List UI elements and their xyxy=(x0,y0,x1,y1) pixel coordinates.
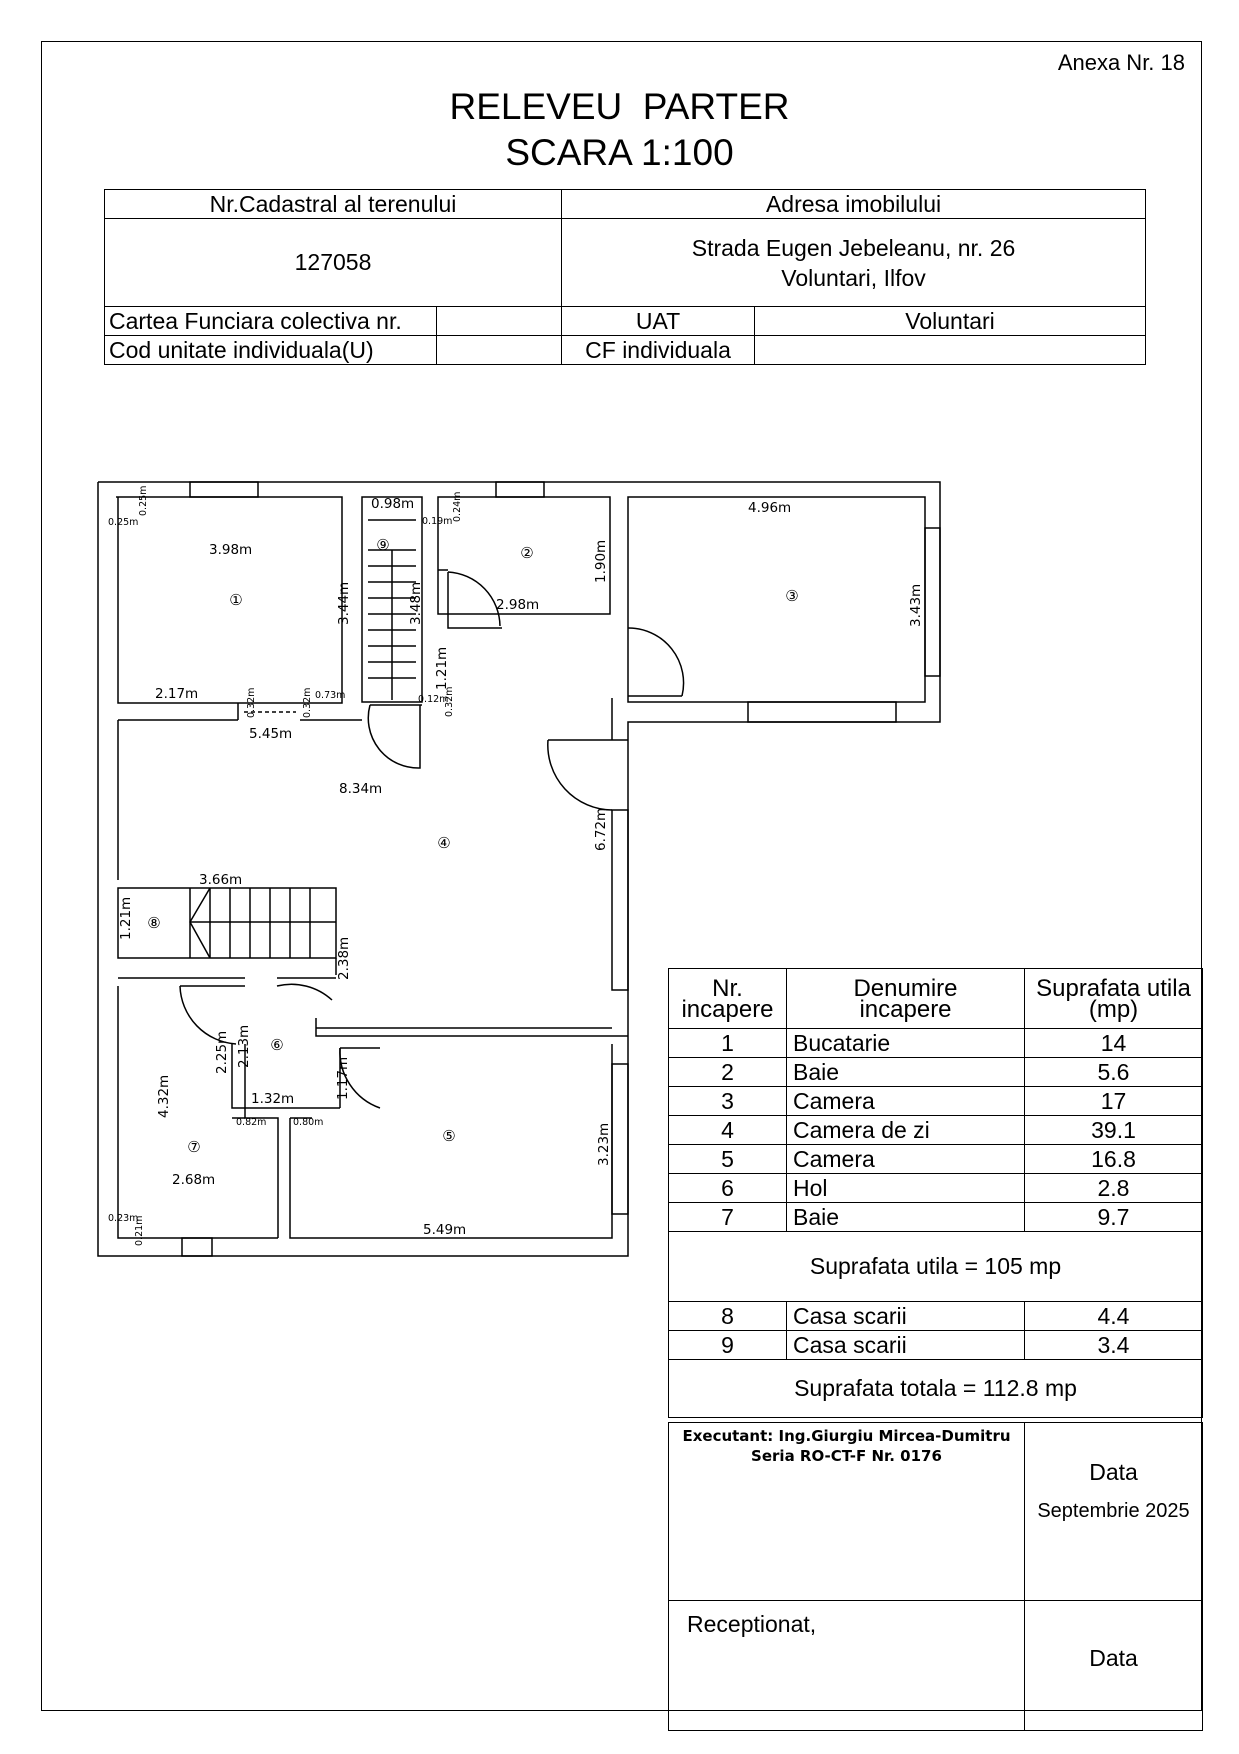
col-area-line2: (mp) xyxy=(1088,995,1139,1023)
row-area: 16.8 xyxy=(1025,1145,1203,1174)
row-name: Camera de zi xyxy=(787,1116,1025,1145)
dim-r9-corner: 0.19m xyxy=(422,516,453,527)
received-date-label: Data xyxy=(1089,1645,1138,1671)
dim-r5-height: 3.23m xyxy=(596,1122,612,1166)
received-label: Receptionat, xyxy=(669,1601,1025,1731)
row-area: 9.7 xyxy=(1025,1203,1203,1232)
dim-r2-width: 2.98m xyxy=(496,597,540,613)
room-label-3: ③ xyxy=(785,587,799,605)
table-row xyxy=(669,1331,1203,1360)
uat-value: Voluntari xyxy=(755,307,1146,336)
dim-r2-corner: 0.24m xyxy=(452,491,463,522)
row-area: 39.1 xyxy=(1025,1116,1203,1145)
dim-r6-a: 2.25m xyxy=(214,1030,230,1074)
dim-r1-corner-b: 0.25m xyxy=(138,485,149,516)
table-row xyxy=(669,1302,1203,1331)
room-label-5: ⑤ xyxy=(442,1127,456,1145)
dim-r9-width: 0.98m xyxy=(371,496,415,512)
room-label-2: ② xyxy=(520,544,534,562)
cod-label: Cod unitate individuala(U) xyxy=(105,336,437,365)
row-nr: 2 xyxy=(669,1058,787,1087)
dim-r6-e: 0.82m xyxy=(236,1117,267,1128)
col-name-line1: Denumire xyxy=(853,974,958,1002)
dim-r1-width: 3.98m xyxy=(209,542,253,558)
address-line2: Voluntari, Ilfov xyxy=(781,264,926,291)
dim-r1-door-a: 0.32m xyxy=(246,687,257,718)
room-label-8: ⑧ xyxy=(147,914,161,932)
room-3-walls xyxy=(612,497,940,740)
dim-r3-width: 4.96m xyxy=(748,500,792,516)
dim-r7-corner-a: 0.23m xyxy=(108,1213,139,1224)
row-nr: 1 xyxy=(669,1029,787,1058)
dim-r1-seg: 0.73m xyxy=(315,690,346,701)
table-row xyxy=(669,1203,1203,1232)
room-label-9: ⑨ xyxy=(376,536,390,554)
rooms-table xyxy=(668,968,1203,1418)
dim-r1-height: 3.44m xyxy=(336,581,352,625)
col-nr-line2: incapere xyxy=(681,995,774,1023)
row-name: Camera xyxy=(787,1145,1025,1174)
row-area: 5.6 xyxy=(1025,1058,1203,1087)
dim-r1-bottom: 2.17m xyxy=(155,686,199,702)
executant-series: Seria RO-CT-F Nr. 0176 xyxy=(751,1447,942,1465)
row-name: Baie xyxy=(787,1203,1025,1232)
row-nr: 7 xyxy=(669,1203,787,1232)
dim-r8-side: 2.38m xyxy=(336,936,352,980)
dim-r2-height: 1.90m xyxy=(593,539,609,583)
dim-r9-post: 1.21m xyxy=(434,646,450,690)
row-name: Hol xyxy=(787,1174,1025,1203)
row-name: Casa scarii xyxy=(787,1331,1025,1360)
address-line1: Strada Eugen Jebeleanu, nr. 26 xyxy=(691,234,1016,261)
row-nr: 9 xyxy=(669,1331,787,1360)
stair-9 xyxy=(362,497,422,768)
annex-label: Anexa Nr. 18 xyxy=(1057,50,1185,75)
dim-r7-corner-b: 0.21m xyxy=(134,1215,145,1246)
dim-r7-width: 2.68m xyxy=(172,1172,216,1188)
dim-r4-height: 6.72m xyxy=(593,807,609,851)
dim-r8-height: 1.21m xyxy=(118,896,134,940)
row-name: Bucatarie xyxy=(787,1029,1025,1058)
row-nr: 6 xyxy=(669,1174,787,1203)
row-name: Casa scarii xyxy=(787,1302,1025,1331)
room-4-walls xyxy=(118,720,628,990)
date-value: Septembrie 2025 xyxy=(1037,1500,1190,1522)
row-area: 4.4 xyxy=(1025,1302,1203,1331)
room-label-6: ⑥ xyxy=(270,1036,284,1054)
table-row xyxy=(669,1058,1203,1087)
cadastral-label: Nr.Cadastral al terenului xyxy=(105,190,562,219)
col-nr-header xyxy=(669,969,787,1029)
row-area: 14 xyxy=(1025,1029,1203,1058)
row-nr: 3 xyxy=(669,1087,787,1116)
uat-label: UAT xyxy=(562,307,755,336)
dim-r6-c: 1.32m xyxy=(251,1091,295,1107)
cadastral-value: 127058 xyxy=(105,219,562,307)
dim-r4-width: 8.34m xyxy=(339,781,383,797)
room-label-1: ① xyxy=(229,591,243,609)
room-label-7: ⑦ xyxy=(187,1138,201,1156)
table-row xyxy=(669,1029,1203,1058)
row-area: 17 xyxy=(1025,1087,1203,1116)
dim-r9-small-b: 0.32m xyxy=(444,686,455,717)
room-6-walls xyxy=(118,978,628,1238)
dim-r3-height: 3.43m xyxy=(908,583,924,627)
scale-label: SCARA 1:100 xyxy=(505,132,734,173)
table-row xyxy=(669,1145,1203,1174)
col-area-line1: Suprafata utila xyxy=(1036,974,1191,1002)
dim-r1-corner-a: 0.25m xyxy=(108,517,139,528)
executant-cell xyxy=(669,1423,1025,1601)
row-name: Baie xyxy=(787,1058,1025,1087)
room-label-4: ④ xyxy=(437,834,451,852)
date-label: Data xyxy=(1089,1459,1138,1485)
signature-table xyxy=(668,1422,1203,1731)
row-nr: 4 xyxy=(669,1116,787,1145)
table-row xyxy=(669,1116,1203,1145)
row-area: 2.8 xyxy=(1025,1174,1203,1203)
dim-r5-width: 5.49m xyxy=(423,1222,467,1238)
dim-r9-small-a: 0.12m xyxy=(418,694,449,705)
address-label: Adresa imobilului xyxy=(562,190,1146,219)
date-cell xyxy=(1025,1423,1203,1601)
row-nr: 8 xyxy=(669,1302,787,1331)
dim-r6-f: 0.80m xyxy=(293,1117,324,1128)
dim-r6-d: 1.17m xyxy=(335,1056,351,1100)
row-area: 3.4 xyxy=(1025,1331,1203,1360)
executant-name: Executant: Ing.Giurgiu Mircea-Dumitru xyxy=(682,1427,1011,1445)
dim-r6-b: 2.13m xyxy=(236,1024,252,1068)
col-name-line2: incapere xyxy=(859,995,952,1023)
col-area-header xyxy=(1025,969,1203,1029)
table-row xyxy=(669,1087,1203,1116)
row-name: Camera xyxy=(787,1087,1025,1116)
dim-r4-top: 5.45m xyxy=(249,726,293,742)
grand-area-total: Suprafata totala = 112.8 mp xyxy=(669,1360,1203,1418)
table-row xyxy=(669,1174,1203,1203)
dim-r7-height: 4.32m xyxy=(156,1074,172,1118)
row-nr: 5 xyxy=(669,1145,787,1174)
dim-r8-width: 3.66m xyxy=(199,872,243,888)
dim-r1-door-b: 0.32m xyxy=(302,687,313,718)
cf-label: Cartea Funciara colectiva nr. xyxy=(105,307,437,336)
useful-area-total: Suprafata utila = 105 mp xyxy=(669,1232,1203,1302)
col-nr-line1: Nr. xyxy=(712,974,743,1002)
received-date-cell xyxy=(1025,1601,1203,1731)
dim-r9-height: 3.48m xyxy=(408,581,424,625)
page-title: RELEVEU PARTER xyxy=(449,86,790,127)
cf-individual-label: CF individuala xyxy=(562,336,755,365)
col-name-header xyxy=(787,969,1025,1029)
